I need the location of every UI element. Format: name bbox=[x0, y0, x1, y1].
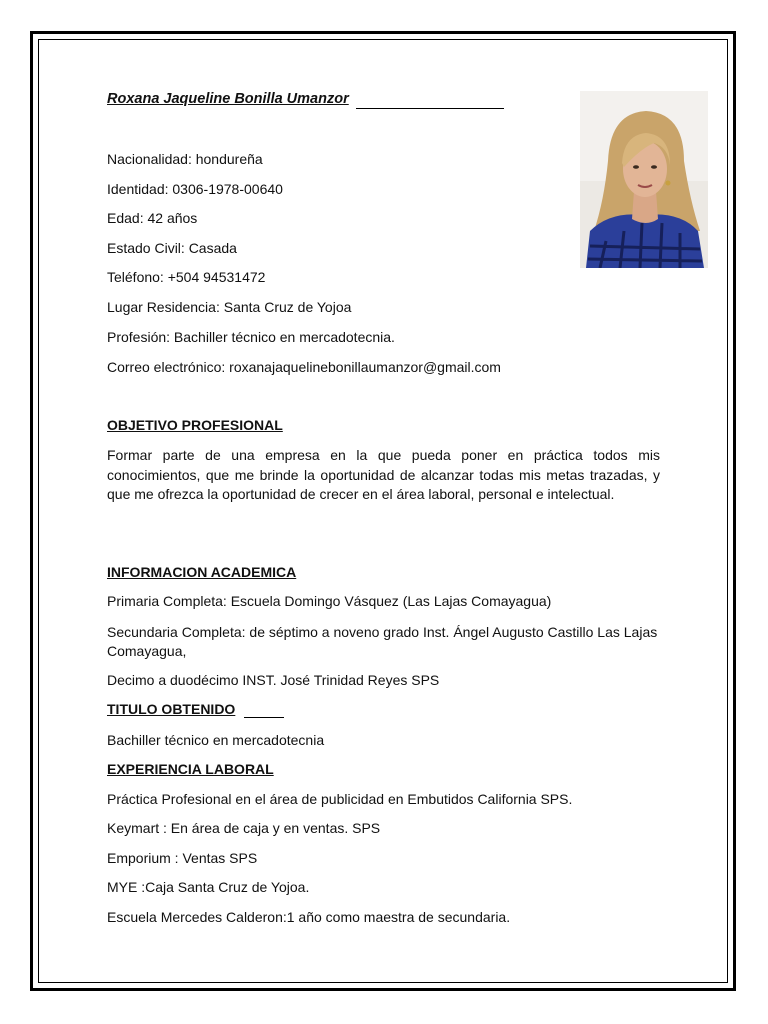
info-civil-status: Estado Civil: Casada bbox=[107, 240, 237, 256]
experience-item: Escuela Mercedes Calderon:1 año como maestra de secundaria. bbox=[107, 909, 511, 925]
title-underline-rule bbox=[244, 717, 284, 718]
info-email: Correo electrónico: roxanajaquelinebonillaumanzor@gmail.com bbox=[107, 359, 501, 375]
candidate-name: Roxana Jaqueline Bonilla Umanzor bbox=[107, 91, 349, 107]
section-heading-academic: INFORMACION ACADEMICA bbox=[107, 564, 297, 580]
section-heading-objective: OBJETIVO PROFESIONAL bbox=[107, 417, 283, 433]
experience-item: Keymart : En área de caja y en ventas. SPS bbox=[107, 820, 381, 836]
info-phone: Teléfono: +504 94531472 bbox=[107, 269, 266, 285]
experience-item: MYE :Caja Santa Cruz de Yojoa. bbox=[107, 879, 310, 895]
section-heading-experience: EXPERIENCIA LABORAL bbox=[107, 761, 274, 777]
info-identity: Identidad: 0306-1978-00640 bbox=[107, 181, 283, 197]
info-age: Edad: 42 años bbox=[107, 210, 198, 226]
info-profession: Profesión: Bachiller técnico en mercadotecnia. bbox=[107, 329, 395, 345]
academic-item: Secundaria Completa: de séptimo a noveno grado Inst. Ángel Augusto Castillo Las Lajas Comayagua, bbox=[107, 624, 658, 659]
objective-paragraph: Formar parte de una empresa en la que pueda poner en práctica todos mis conocimientos, que me brinde la oportunidad de alcanzar todas mis metas trazadas, y que me ofrezca la oportunidad de crecer en el área laboral, personal e intelectual. bbox=[107, 447, 660, 502]
experience-item: Emporium : Ventas SPS bbox=[107, 850, 258, 866]
experience-item: Práctica Profesional en el área de publicidad en Embutidos California SPS. bbox=[107, 791, 573, 807]
section-heading-title: TITULO OBTENIDO bbox=[107, 701, 236, 717]
name-underline-rule bbox=[356, 108, 504, 109]
info-nationality: Nacionalidad: hondureña bbox=[107, 151, 263, 167]
profile-photo bbox=[580, 91, 708, 268]
title-obtained: Bachiller técnico en mercadotecnia bbox=[107, 732, 325, 748]
academic-item: Primaria Completa: Escuela Domingo Vásquez (Las Lajas Comayagua) bbox=[107, 593, 552, 609]
info-residence: Lugar Residencia: Santa Cruz de Yojoa bbox=[107, 299, 352, 315]
academic-item: Decimo a duodécimo INST. José Trinidad Reyes SPS bbox=[107, 672, 440, 688]
